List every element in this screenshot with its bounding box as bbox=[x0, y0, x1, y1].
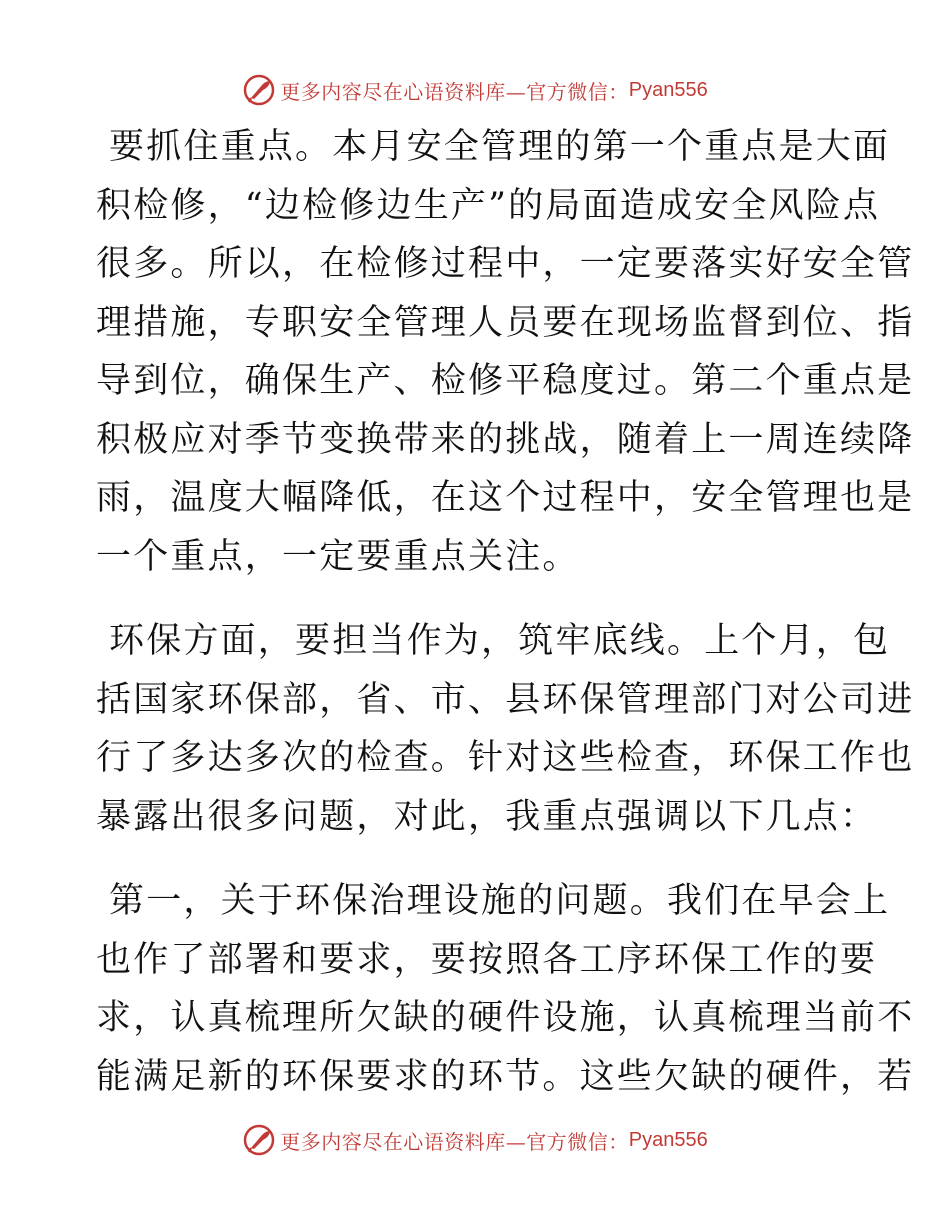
paragraph-environmental bbox=[96, 612, 915, 846]
text-line: 求，认真梳理所欠缺的硬件设施，认真梳理当前不 bbox=[96, 998, 915, 1038]
text-line: 要抓住重点。本月安全管理的第一个重点是大面 bbox=[109, 127, 891, 167]
paragraph-first-point bbox=[96, 872, 915, 1106]
header-watermark bbox=[0, 70, 950, 110]
text-line: 一个重点，一定要重点关注。 bbox=[96, 536, 580, 577]
text-line: 暴露出很多问题，对此，我重点强调以下几点： bbox=[96, 796, 878, 837]
text-line: 第一，关于环保治理设施的问题。我们在早会上 bbox=[109, 881, 891, 921]
watermark-wechat-id: Pyan556 bbox=[628, 1128, 708, 1151]
text-line: 行了多达多次的检查。针对这些检查，环保工作也 bbox=[96, 738, 915, 778]
watermark-wechat-id: Pyan556 bbox=[628, 78, 708, 101]
paragraph-key-points bbox=[96, 118, 915, 586]
text-line: 导到位，确保生产、检修平稳度过。第二个重点是 bbox=[96, 361, 915, 401]
text-line: 括国家环保部，省、市、县环保管理部门对公司进 bbox=[96, 679, 915, 720]
watermark-text: 更多内容尽在心语资料库—官方微信： bbox=[280, 79, 629, 104]
document-body bbox=[96, 118, 915, 1132]
text-line: 也作了部署和要求，要按照各工序环保工作的要 bbox=[96, 939, 878, 980]
watermark-text: 更多内容尽在心语资料库—官方微信： bbox=[280, 1129, 629, 1154]
text-line: 积检修，“边检修边生产”的局面造成安全风险点 bbox=[96, 185, 881, 226]
text-line: 环保方面，要担当作为，筑牢底线。上个月，包 bbox=[109, 621, 891, 661]
text-line: 雨，温度大幅降低，在这个过程中，安全管理也是 bbox=[96, 478, 915, 518]
quill-logo-icon bbox=[242, 73, 276, 107]
footer-watermark bbox=[0, 1120, 950, 1160]
text-line: 能满足新的环保要求的环节。这些欠缺的硬件，若 bbox=[96, 1056, 915, 1097]
text-line: 理措施，专职安全管理人员要在现场监督到位、指 bbox=[96, 302, 915, 343]
text-line: 很多。所以，在检修过程中，一定要落实好安全管 bbox=[96, 244, 915, 284]
quill-logo-icon bbox=[242, 1123, 276, 1157]
text-line: 积极应对季节变换带来的挑战，随着上一周连续降 bbox=[96, 419, 915, 460]
